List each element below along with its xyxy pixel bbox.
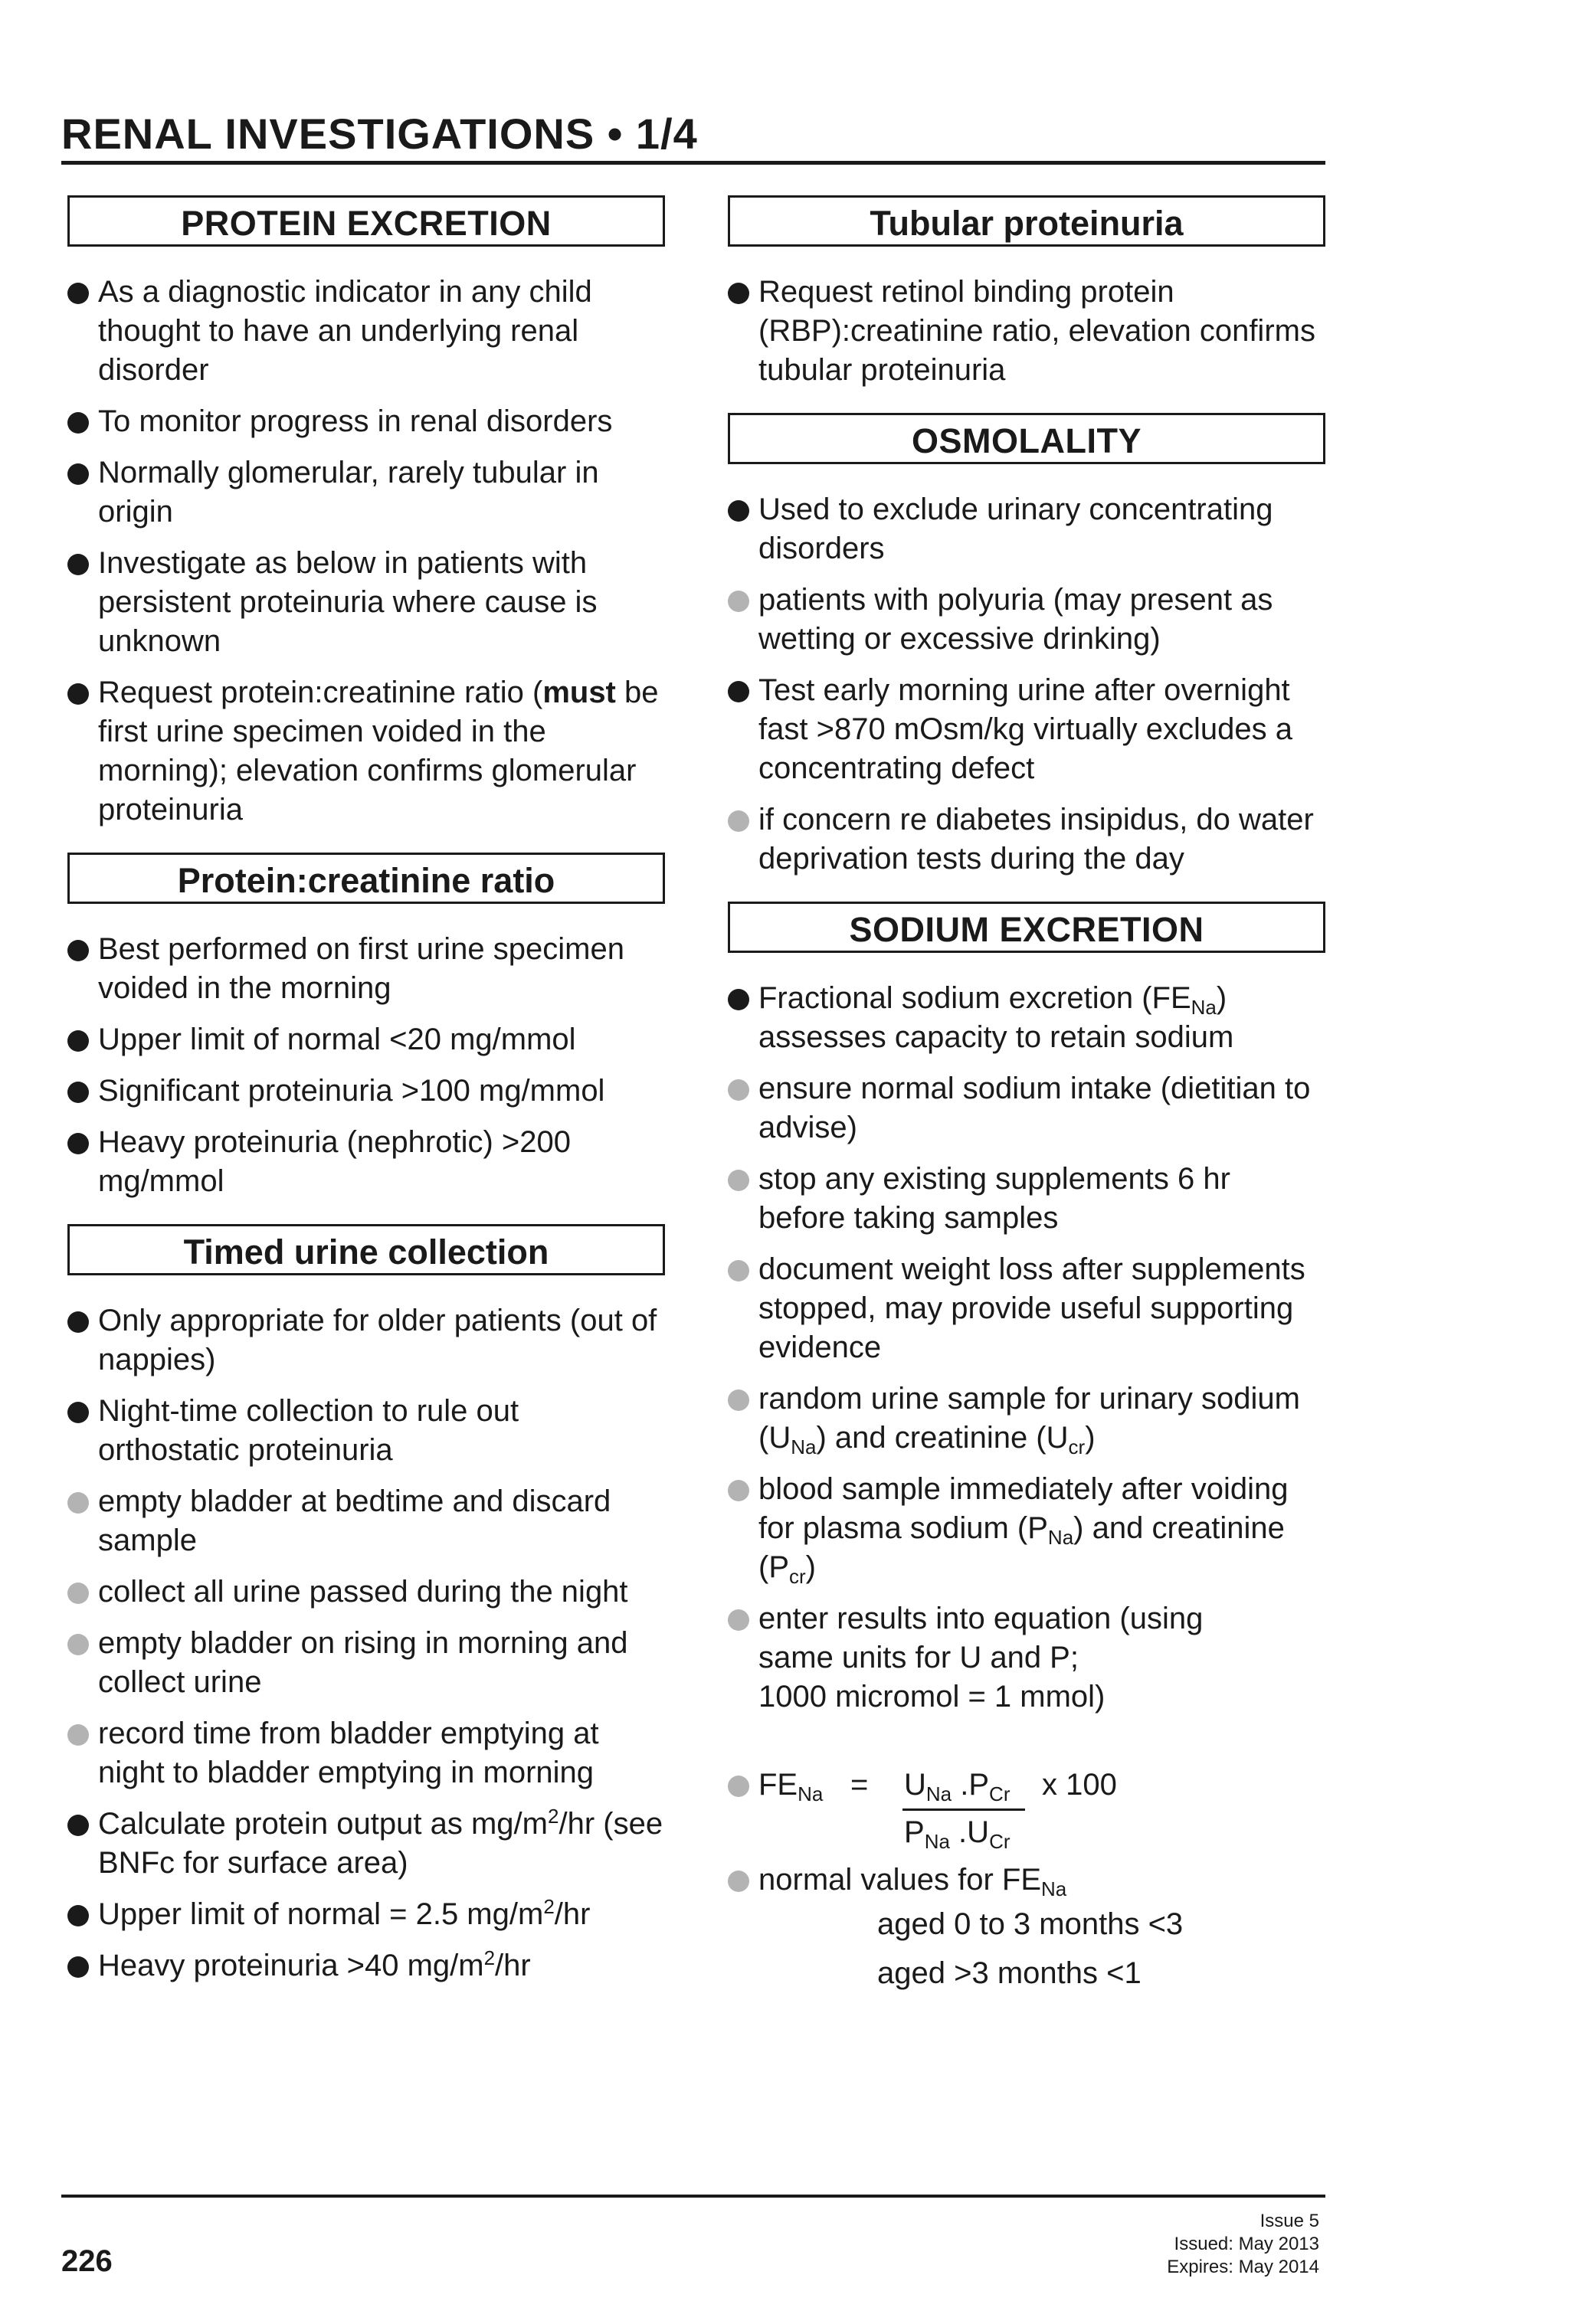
list-item: To monitor progress in renal disorders: [67, 402, 665, 441]
protein-creatinine-list: [67, 930, 665, 1201]
formula-multiplier: x 100: [1042, 1768, 1117, 1802]
fena-formula: [728, 1766, 1325, 1853]
text: blood sample immediately after voiding for plasma sodium (P: [758, 1472, 1289, 1545]
normal-value-line: aged >3 months <1: [877, 1956, 1142, 1990]
text: .P: [952, 1768, 990, 1802]
sub-list-item: patients with polyuria (may present as wetting or excessive drinking): [728, 581, 1325, 659]
text: random urine sample for urinary sodium (U: [758, 1382, 1300, 1455]
text: /hr: [495, 1949, 531, 1982]
protein-excretion-list: [67, 273, 665, 830]
list-item: Heavy proteinuria (nephrotic) >200 mg/mmol: [67, 1123, 665, 1201]
sub-list-item: ensure normal sodium intake (dietitian to advise): [728, 1069, 1325, 1147]
list-item: Night-time collection to rule out orthostatic proteinuria: [67, 1392, 665, 1470]
sub-list-item-enter-results: [728, 1599, 1325, 1717]
issue-info: [1167, 2210, 1319, 2279]
text: /hr: [554, 1897, 591, 1931]
subscript: cr: [1068, 1435, 1086, 1458]
list-item: Investigate as below in patients with persistent proteinuria where cause is unknown: [67, 544, 665, 661]
formula-lhs: [758, 1766, 823, 1805]
text: ): [805, 1550, 816, 1584]
title-rule: [61, 161, 1325, 165]
list-item: Normally glomerular, rarely tubular in origin: [67, 453, 665, 532]
list-item: Request retinol binding protein (RBP):creatinine ratio, elevation confirms tubular proteinuria: [728, 273, 1325, 390]
tubular-list: [728, 273, 1325, 390]
text: Upper limit of normal = 2.5 mg/m: [98, 1897, 544, 1931]
normal-values: [728, 1861, 1325, 1998]
text: ) and creatinine (P: [758, 1511, 1285, 1584]
text: ) and creatinine (U: [816, 1421, 1069, 1455]
subscript: Na: [925, 1782, 952, 1805]
list-item-calc: [67, 1805, 665, 1883]
expiry-date: Expires: May 2014: [1167, 2257, 1319, 2277]
text: Fractional sodium excretion (FE: [758, 981, 1191, 1015]
text: Heavy proteinuria >40 mg/m: [98, 1949, 484, 1982]
list-item: As a diagnostic indicator in any child thought to have an underlying renal disorder: [67, 273, 665, 390]
sub-list-item: record time from bladder emptying at night to bladder emptying in morning: [67, 1714, 665, 1792]
subscript: Na: [798, 1782, 824, 1805]
sub-list-item: if concern re diabetes insipidus, do water deprivation tests during the day: [728, 800, 1325, 879]
section-heading-protein-creatinine-ratio: Protein:creatinine ratio: [67, 853, 665, 904]
list-item: Upper limit of normal <20 mg/mmol: [67, 1020, 665, 1059]
footer-rule: [61, 2195, 1325, 2198]
sub-list-item-blood-sample: [728, 1470, 1325, 1587]
formula-numerator: [904, 1766, 1010, 1805]
issue-number: Issue 5: [1259, 2211, 1319, 2231]
section-heading-protein-excretion: PROTEIN EXCRETION: [67, 195, 665, 247]
text: U: [904, 1768, 926, 1802]
sub-list-item: empty bladder at bedtime and discard sample: [67, 1482, 665, 1560]
formula-denominator: [904, 1813, 1011, 1852]
formula-equals: =: [850, 1768, 869, 1802]
subscript: Cr: [989, 1782, 1011, 1805]
sub-list-item: collect all urine passed during the night: [67, 1573, 665, 1612]
list-item: Used to exclude urinary concentrating disorders: [728, 490, 1325, 568]
list-item: Best performed on first urine specimen voided in the morning: [67, 930, 665, 1008]
text: FE: [758, 1768, 798, 1802]
subscript: Na: [791, 1435, 817, 1458]
normal-value-line: aged 0 to 3 months <3: [877, 1907, 1184, 1941]
subscript: Na: [1041, 1877, 1067, 1900]
normal-values-label: [758, 1861, 1325, 1900]
osmolality-list: [728, 490, 1325, 879]
left-column: [67, 195, 665, 2008]
list-item-request-ratio: [67, 673, 665, 830]
issued-date: Issued: May 2013: [1174, 2234, 1319, 2254]
list-item-heavy: [67, 1946, 665, 1985]
subscript: cr: [789, 1565, 806, 1588]
text: P: [904, 1815, 925, 1849]
text: Calculate protein output as mg/m: [98, 1807, 548, 1841]
sodium-list: [728, 979, 1325, 1717]
section-heading-sodium-excretion: SODIUM EXCRETION: [728, 902, 1325, 953]
text: ): [1085, 1421, 1096, 1455]
subscript: Cr: [989, 1830, 1011, 1853]
text: same units for U and P;: [758, 1641, 1079, 1674]
text: ) assesses capacity to retain sodium: [758, 981, 1234, 1054]
section-heading-tubular-proteinuria: Tubular proteinuria: [728, 195, 1325, 247]
list-item: Significant proteinuria >100 mg/mmol: [67, 1072, 665, 1111]
sub-list-item: empty bladder on rising in morning and collect urine: [67, 1624, 665, 1702]
subscript: Na: [1047, 1526, 1074, 1549]
page-title: RENAL INVESTIGATIONS • 1/4: [61, 110, 698, 158]
fraction-bar: [902, 1808, 1025, 1811]
section-heading-timed-urine: Timed urine collection: [67, 1224, 665, 1275]
superscript: 2: [543, 1895, 555, 1918]
list-item-fena: [728, 979, 1325, 1057]
sub-list-item: stop any existing supplements 6 hr before taking samples: [728, 1160, 1325, 1238]
sub-list-item: document weight loss after supplements stopped, may provide useful supporting evidence: [728, 1250, 1325, 1367]
page-number: 226: [61, 2244, 113, 2278]
list-item: Only appropriate for older patients (out of nappies): [67, 1301, 665, 1380]
bold-emphasis: must: [542, 676, 616, 709]
text: /hr (see BNFc for surface area): [98, 1807, 663, 1880]
subscript: Na: [924, 1830, 950, 1853]
section-heading-osmolality: OSMOLALITY: [728, 413, 1325, 464]
right-column: [728, 195, 1325, 1998]
superscript: 2: [547, 1805, 559, 1828]
list-item: Test early morning urine after overnight fast >870 mOsm/kg virtually excludes a concentrating defect: [728, 671, 1325, 788]
list-item-upper: [67, 1895, 665, 1934]
text: enter results into equation (using: [758, 1602, 1204, 1635]
text: 1000 micromol = 1 mmol): [758, 1680, 1106, 1714]
text: .U: [949, 1815, 990, 1849]
text: Request protein:creatinine ratio (: [98, 676, 543, 709]
superscript: 2: [483, 1946, 496, 1969]
sub-list-item-random-urine: [728, 1380, 1325, 1458]
subscript: Na: [1191, 996, 1217, 1019]
text: be first urine specimen voided in the morning); elevation confirms glomerular proteinuria: [98, 676, 659, 826]
text: normal values for FE: [758, 1863, 1042, 1897]
timed-urine-list: [67, 1301, 665, 1985]
